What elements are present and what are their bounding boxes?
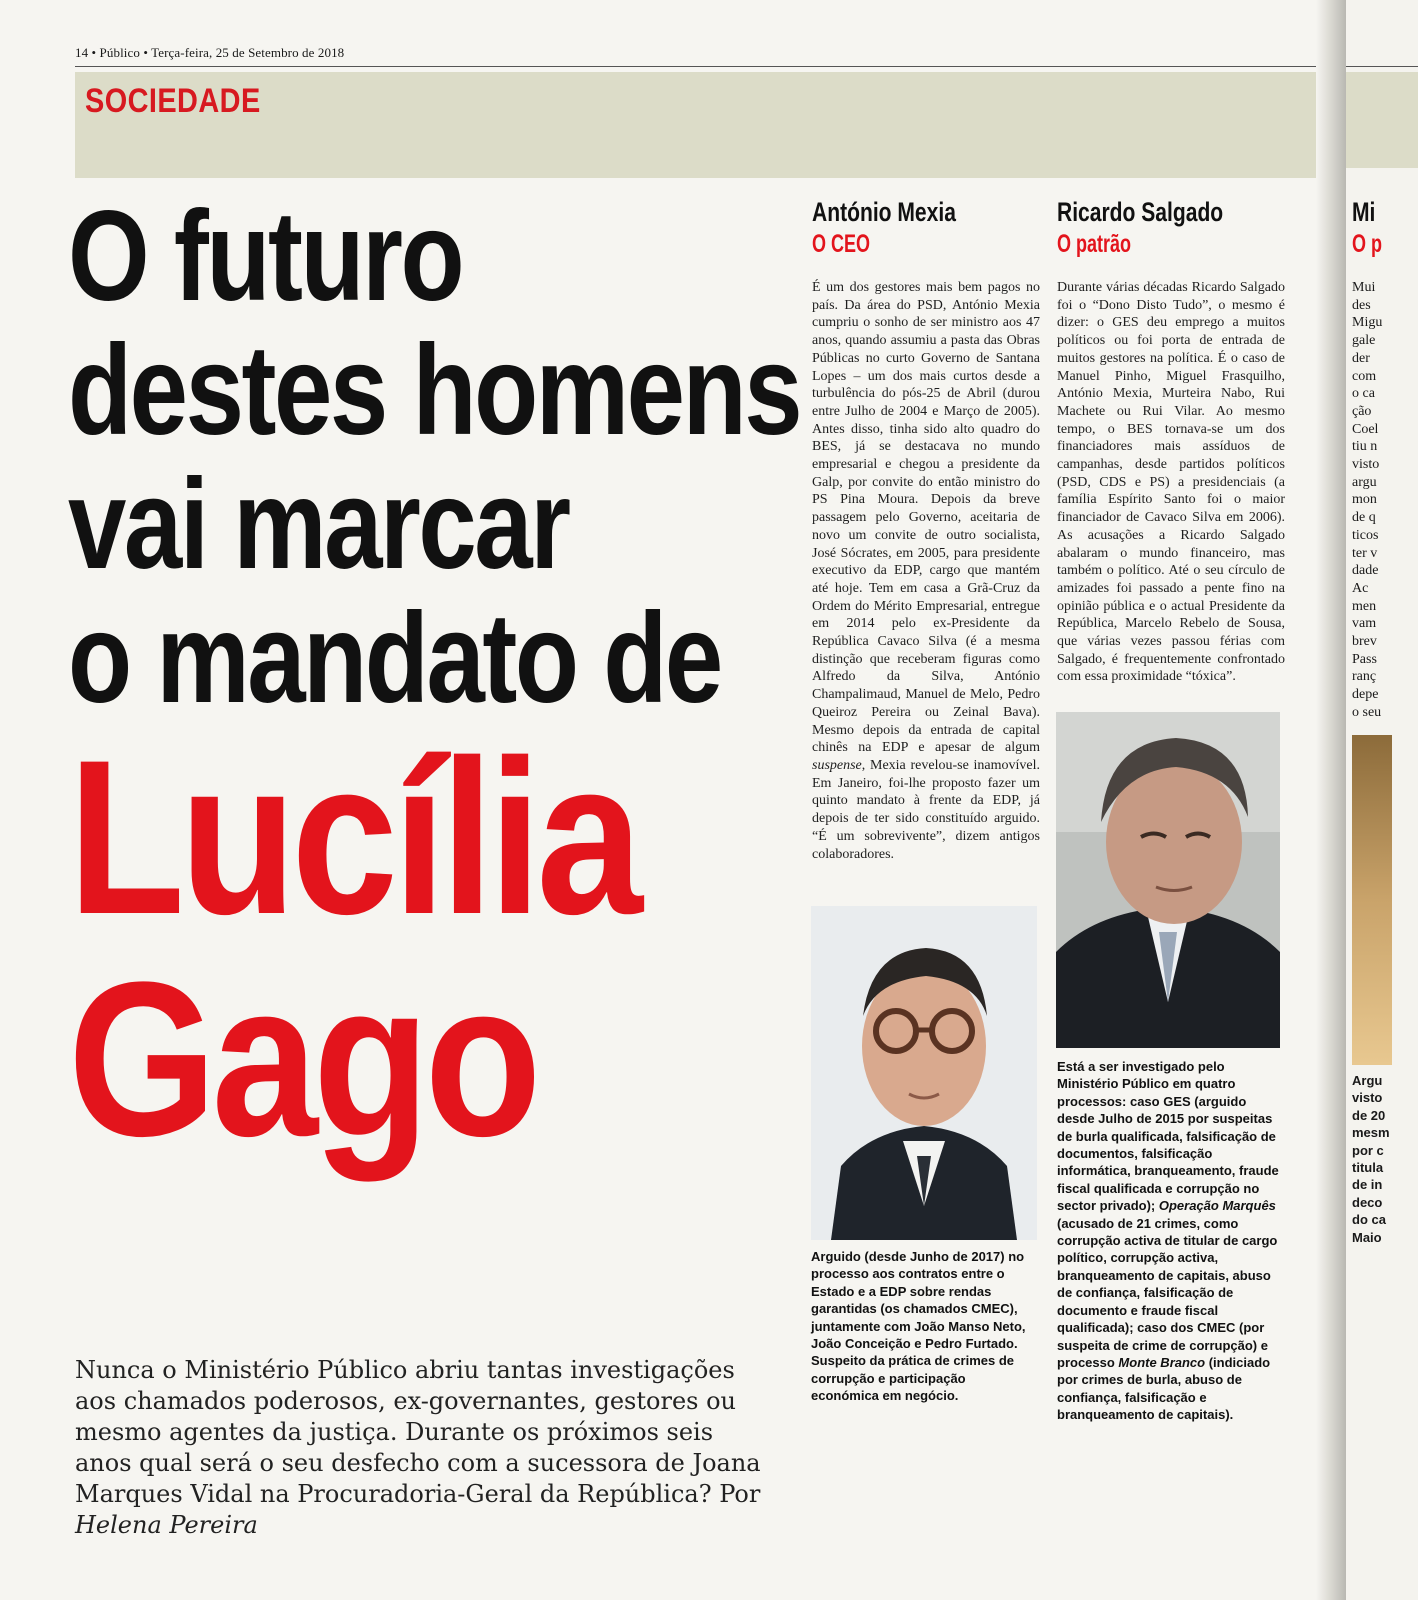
next-body-line: gale	[1352, 333, 1376, 349]
next-body-line: Coel	[1352, 421, 1379, 437]
next-body-line: depe	[1352, 687, 1379, 703]
caption-part-c: (indiciado por crimes de burla, abuso de confiança, falsificação e branqueamento de capitais).	[1057, 1354, 1271, 1423]
next-page-caption	[1352, 1072, 1390, 1246]
next-body-line: visto	[1352, 457, 1380, 473]
next-body-line: ticos	[1352, 527, 1379, 543]
next-body-line: der	[1352, 350, 1370, 366]
next-caption-line: de in	[1352, 1177, 1383, 1193]
next-body-line: ranç	[1352, 669, 1377, 685]
next-body-line: Ac	[1352, 580, 1369, 596]
headline-line-6: Gago	[68, 936, 537, 1182]
next-body-line: tiu n	[1352, 439, 1378, 455]
profile-mexia	[812, 195, 1040, 863]
profile-body	[812, 279, 1040, 863]
headline-line-1: O futuro	[68, 185, 463, 328]
next-page-photo	[1352, 735, 1392, 1065]
next-caption-line: Maio	[1352, 1229, 1382, 1245]
caption-salgado	[1057, 1058, 1285, 1424]
portrait-salgado-illustration	[1056, 712, 1280, 1048]
byline-author: Helena Pereira	[75, 1511, 258, 1539]
profile-body-part-a: É um dos gestores mais bem pagos no país. Da área do PSD, António Mexia cumpriu o sonho de ser ministro aos 47 anos, quando assumiu a pasta das Obras Públicas no curto Governo de Santana Lopes – um dos mais curtos desde a turbulência do pós-25 de Abril (durou entre Julho de 2004 e Março de 2005). Antes disso, tinha sido alto quadro do BES, já se destacava no mundo empresarial e chegou a presidente da Galp, por convite do então ministro do PS Pina Moura. Depois da breve passagem pelo Governo, aceitaria de novo um convite de outro socialista, José Sócrates, em 2005, para presidente executivo da EDP, cargo que mantém até hoje. Tem em casa a Grã-Cruz da Ordem do Mérito Empresarial, entregue em 2014 pelo ex-Presidente da República Cavaco Silva (é a mesma distinção que receberam figuras como Alfredo da Silva, António Champalimaud, Manuel de Melo, Pedro Queiroz Pereira ou Zeinal Bava). Mesmo depois da entrada de capital chinês na EDP e apesar de algum	[812, 280, 1040, 756]
section-band	[75, 72, 1345, 178]
next-caption-line: mesm	[1352, 1125, 1390, 1141]
next-caption-line: Argu	[1352, 1073, 1383, 1088]
next-body-line: de q	[1352, 510, 1376, 526]
profile-body-part-b: , Mexia revelou-se inamovível. Em Janeiro, foi-lhe proposto fazer um quinto mandato à frente da EDP, já depois de ter sido constituído arguido. “É um sobrevivente”, dizem antigos colaboradores.	[812, 757, 1040, 862]
headline-line-5: Lucília	[68, 714, 638, 960]
profile-role: O CEO	[812, 230, 871, 258]
next-body-line: mon	[1352, 492, 1377, 508]
next-page-edge	[1346, 0, 1418, 1600]
next-body-line: argu	[1352, 474, 1377, 490]
top-rule	[75, 66, 1345, 67]
portrait-mexia-illustration	[811, 906, 1037, 1240]
headline-line-4: o mandato de	[68, 587, 721, 730]
next-profile-role: O p	[1352, 230, 1383, 258]
next-body-line: brev	[1352, 634, 1377, 650]
next-profile-name: Mi	[1352, 197, 1376, 227]
next-caption-line: de 20	[1352, 1107, 1386, 1123]
next-body-line: men	[1352, 598, 1377, 614]
standfirst-text: Nunca o Ministério Público abriu tantas investigações aos chamados poderosos, ex-governantes, gestores ou mesmo agentes da justiça. Durante os próximos seis anos qual será o seu desfecho com a sucessora de Joana Marques Vidal na Procuradoria-Geral da República?	[75, 1356, 761, 1508]
next-caption-line: visto	[1352, 1090, 1383, 1106]
profile-name: António Mexia	[812, 197, 956, 227]
photo-salgado	[1056, 712, 1280, 1048]
profile-role: O patrão	[1057, 230, 1132, 258]
next-body-line: dade	[1352, 563, 1379, 579]
next-body-line: Mui	[1352, 280, 1376, 295]
caption-italic-1: Operação Marquês	[1158, 1198, 1276, 1214]
next-caption-line: por c	[1352, 1142, 1384, 1158]
next-page-band	[1346, 72, 1418, 168]
caption-italic-2: Monte Branco	[1118, 1354, 1206, 1370]
next-body-line: o ca	[1352, 386, 1375, 402]
page-folio: 14 • Público • Terça-feira, 25 de Setembro de 2018	[75, 45, 345, 60]
next-caption-line: titula	[1352, 1160, 1384, 1176]
page-gutter	[1316, 0, 1346, 1600]
profile-body: Durante várias décadas Ricardo Salgado foi o “Dono Disto Tudo”, o mesmo é dizer: o GES deu emprego a muitos políticos ou foi porta de entrada de muitos gestores na política. É o caso de Manuel Pinho, Miguel Frasquilho, António Mexia, Murteira Nabo, Rui Machete ou Rui Vilar. Ao mesmo tempo, o BES tornava-se um dos financiadores mais assíduos de campanhas, desde partidos políticos (PSD, CDS e PS) a presidenciais (a família Espírito Santo foi o maior financiador de Cavaco Silva em 2006). As acusações a Ricardo Salgado abalaram o mundo financeiro, mas também o político. Até o seu círculo de amizades foi passado a pente fino na opinião pública e o actual Presidente da República, Marcelo Rebelo de Sousa, que várias vezes passou férias com Salgado, é frequentemente confrontado com essa proximidade “tóxica”.	[1057, 280, 1285, 685]
profile-salgado	[1057, 195, 1285, 686]
byline-prefix: Por	[719, 1480, 761, 1508]
next-body-line: ção	[1352, 403, 1372, 419]
next-body-line: Migu	[1352, 315, 1383, 331]
caption-mexia: Arguido (desde Junho de 2017) no processo aos contratos entre o Estado e a EDP sobre rendas garantidas (os chamados CMEC), juntamente com João Manso Neto, João Conceição e Pedro Furtado. Suspeito da prática de crimes de corrupção e participação económica em negócio.	[811, 1249, 1026, 1404]
next-profile-body	[1352, 279, 1418, 722]
next-caption-line: do ca	[1352, 1212, 1386, 1228]
next-body-line: ter v	[1352, 545, 1378, 561]
next-page-column	[1352, 195, 1418, 722]
profile-name: Ricardo Salgado	[1057, 197, 1224, 227]
next-caption-line: deco	[1352, 1194, 1383, 1210]
standfirst	[75, 1355, 775, 1541]
next-body-line: Pass	[1352, 651, 1377, 667]
section-label: SOCIEDADE	[85, 82, 261, 120]
next-body-line: des	[1352, 297, 1371, 313]
photo-mexia	[811, 906, 1037, 1240]
profile-body-italic: suspense	[812, 757, 862, 773]
headline-line-3: vai marcar	[68, 453, 569, 596]
caption-part-b: (acusado de 21 crimes, como corrupção activa de titular de cargo político, corrupção activa, branqueamento de capitais, abuso de confiança, falsificação de documento e fraude fiscal qualificada); caso dos CMEC (por suspeita de crime de corrupção) e processo	[1057, 1215, 1278, 1370]
next-body-line: com	[1352, 368, 1377, 384]
headline-line-2: destes homens	[68, 319, 801, 462]
next-page-rule	[1346, 66, 1418, 67]
next-body-line: vam	[1352, 616, 1377, 632]
next-body-line: o seu	[1352, 704, 1382, 720]
headline	[68, 185, 808, 1182]
caption-part-a: Está a ser investigado pelo Ministério Público em quatro processos: caso GES (arguido desde Julho de 2015 por suspeitas de burla qualificada, falsificação de documentos, falsificação informática, branqueamento, fraude fiscal qualificada e corrupção no sector privado);	[1057, 1059, 1279, 1214]
